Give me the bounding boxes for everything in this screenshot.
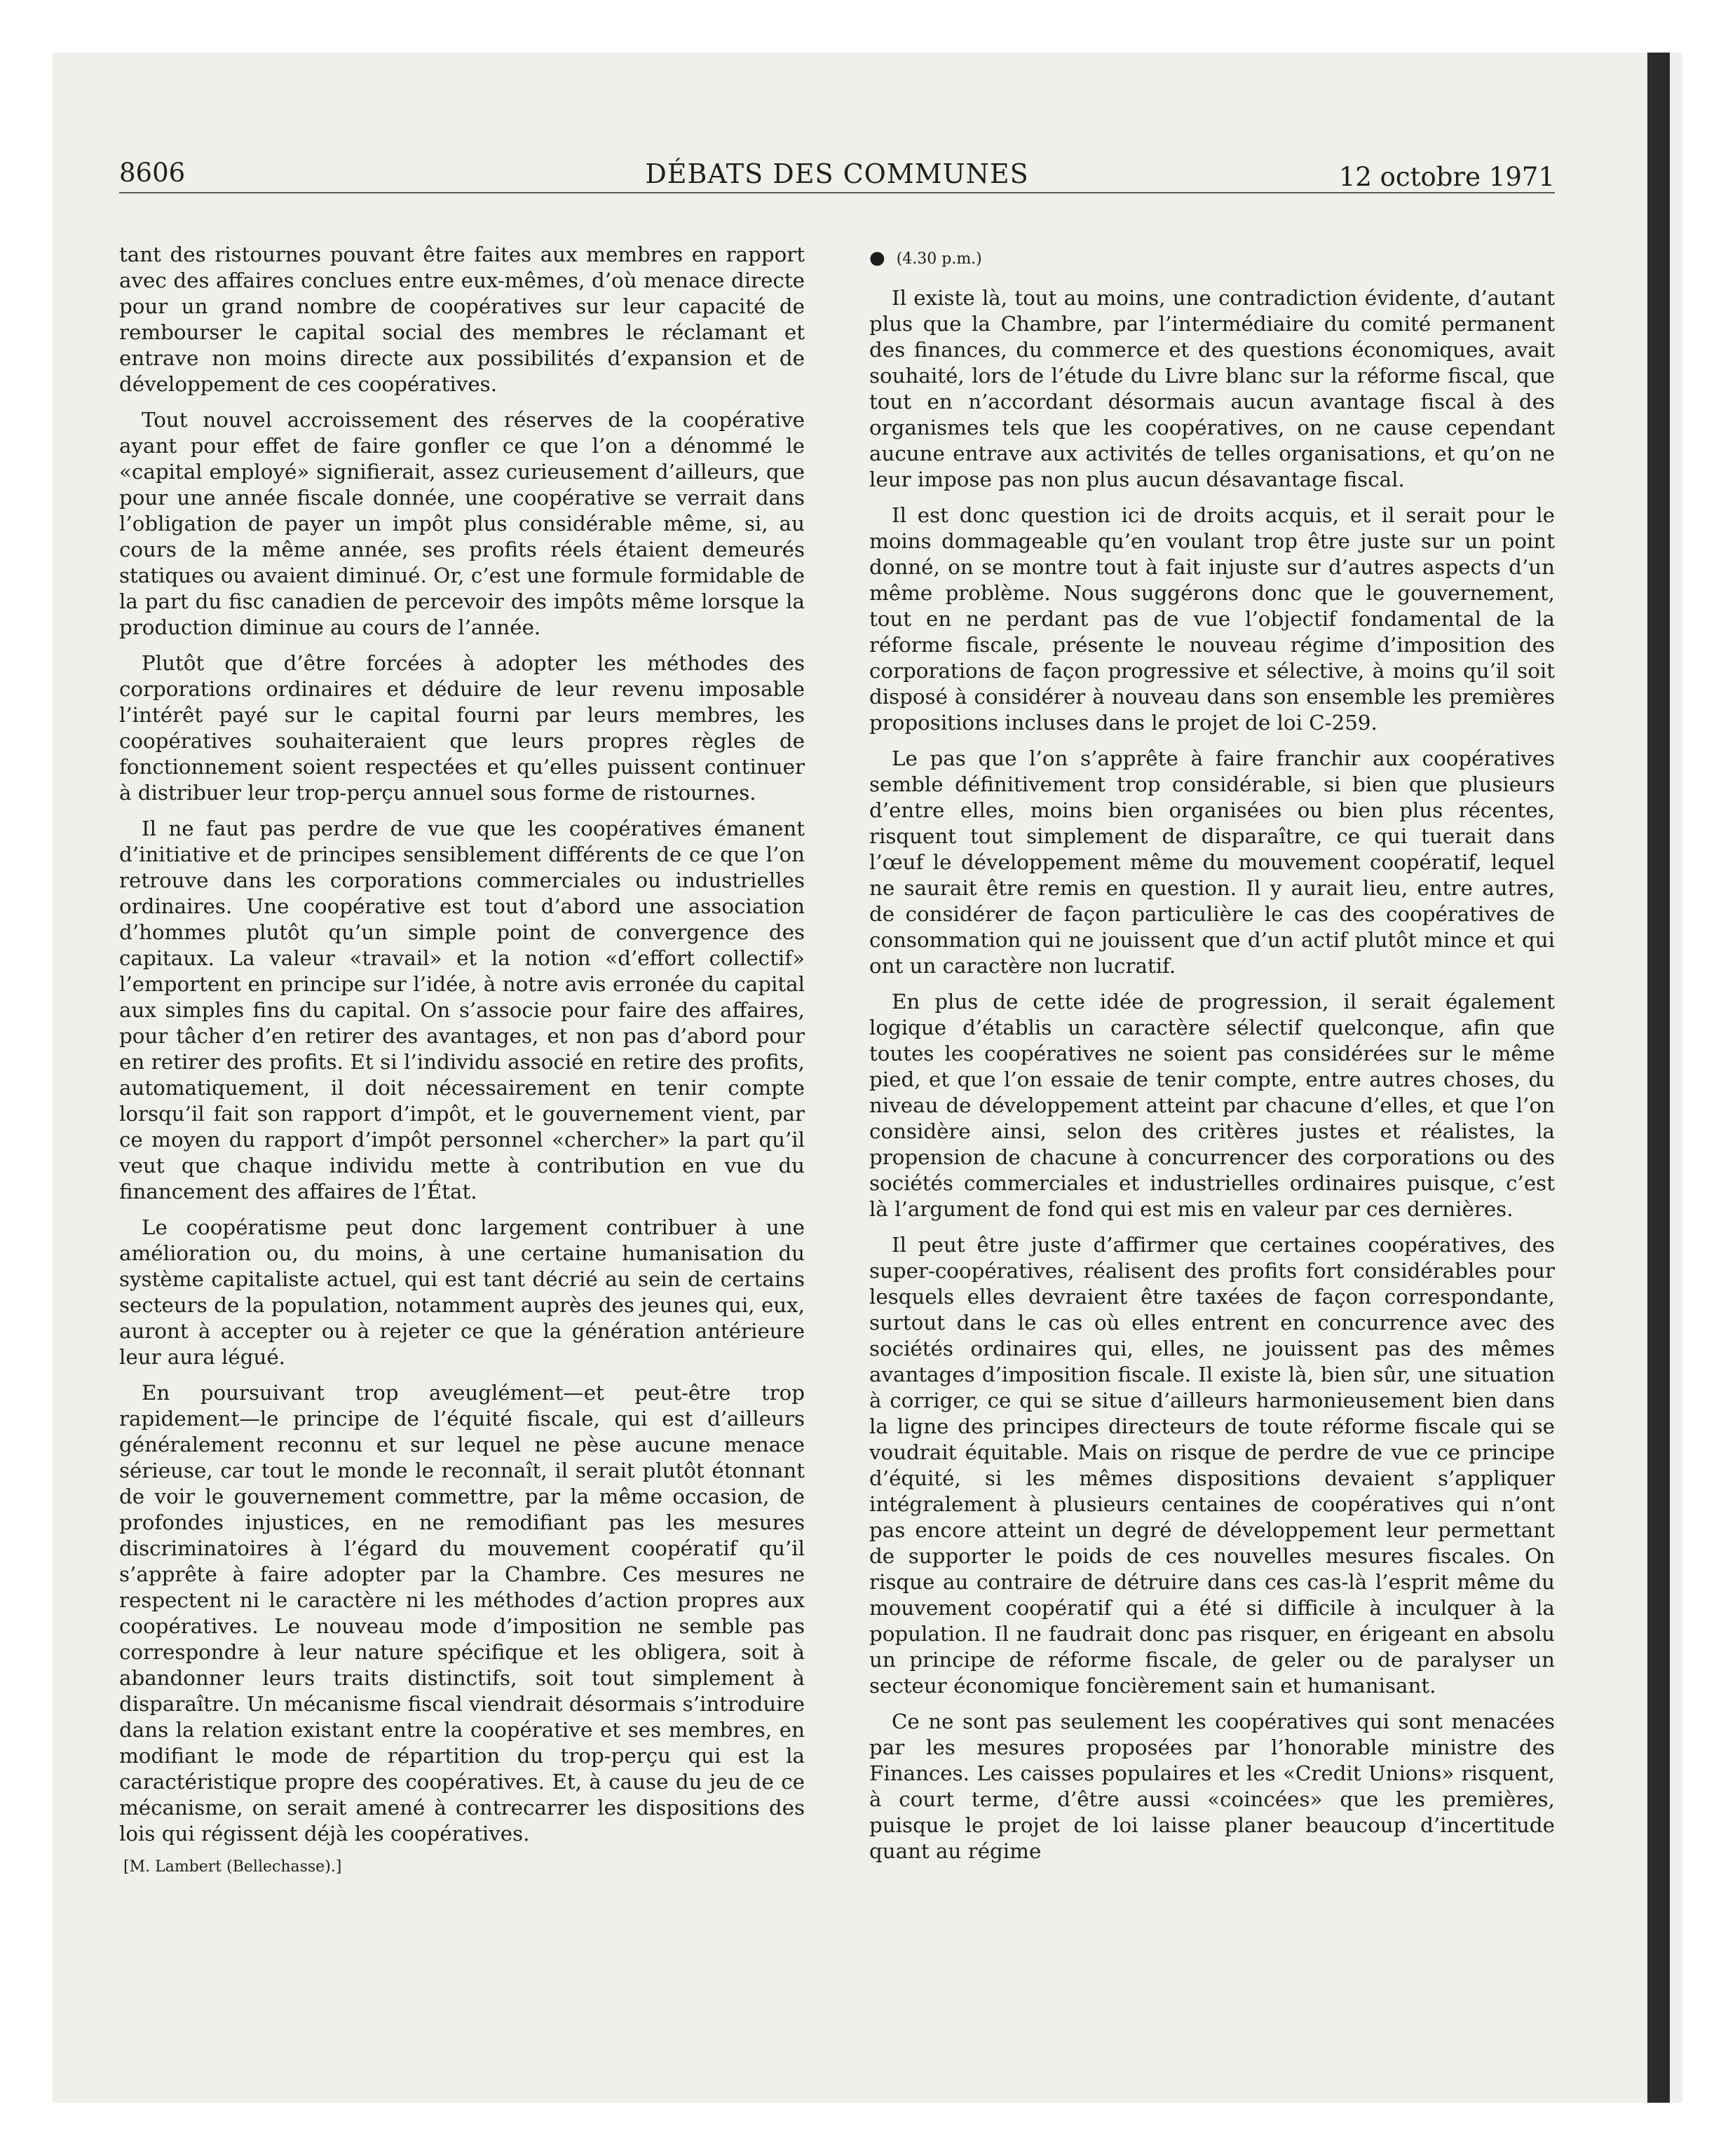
bullet-icon: ● — [869, 247, 885, 268]
paragraph: En plus de cette idée de progression, il serait également logique d’établis un caractère sélectif quelconque, afin que toutes les coopératives ne soient pas considérées sur le même pied, et que l’on essaie de tenir compte, entre autres choses, du niveau de développement atteint par chacune d’elles, et que l’on considère ainsi, selon des critères justes et réalistes, la propension de chacune à concurrencer des corporations ou des sociétés commerciales et industrielles ordinaires puisque, c’est là l’argument de fond qui est mis en valeur par ces dernières. — [869, 990, 1555, 1221]
page-date: 12 octobre 1971 — [1338, 162, 1555, 192]
paragraph: Le pas que l’on s’apprête à faire franchir aux coopératives semble définitivement trop considérable, si bien que plusieurs d’entre elles, moins bien organisées ou bien plus récentes, risquent tout simplement de disparaître, ce qui tuerait dans l’œuf le développement même du mouvement coopératif, lequel ne saurait être remis en question. Il y aurait lieu, entre autres, de considérer de façon particulière le cas des coopératives de consommation qui ne jouissent que d’un actif plutôt mince et qui ont un caractère non lucratif. — [869, 746, 1555, 978]
paragraph: Le coopératisme peut donc largement contribuer à une amélioration ou, du moins, à une certaine humanisation du système capitaliste actuel, qui est tant décrié au sein de certains secteurs de la population, notamment auprès des jeunes qui, eux, auront à accepter ou à rejeter ce que la génération antérieure leur aura légué. — [119, 1215, 805, 1369]
paragraph: Il ne faut pas perdre de vue que les coopératives émanent d’initiative et de principes sensiblement différents de ce que l’on retrouve dans les corporations commerciales ou industrielles ordinaires. Une coopérative est tout d’abord une association d’hommes plutôt qu’un simple point de convergence des capitaux. La valeur «travail» et la notion «d’effort collectif» l’emportent en principe sur l’idée, à notre avis erronée du capital aux simples fins du capital. On s’associe pour faire des affaires, pour tâcher d’en retirer des avantages, et non pas d’abord pour en retirer des profits. Et si l’individu associé en retire des profits, automatiquement, il doit nécessairement en tenir compte lorsqu’il fait son rapport d’impôt, et le gouvernement vient, par ce moyen du rapport d’impôt personnel «chercher» la part qu’il veut que chaque individu mette à contribution en vue du financement des affaires de l’État. — [119, 817, 805, 1203]
paragraph: Il est donc question ici de droits acquis, et il serait pour le moins dommageable qu’en voulant trop être juste sur un point donné, on se montre tout à fait injuste sur d’autres aspects d’un même problème. Nous suggérons donc que le gouvernement, tout en ne perdant pas de vue l’objectif fondamental de la réforme fiscale, présente le nouveau régime d’imposition des corporations de façon progressive et sélective, à moins qu’il soit disposé à considérer à nouveau dans son ensemble les premières propositions incluses dans le projet de loi C-259. — [869, 503, 1555, 735]
paragraph: Il peut être juste d’affirmer que certaines coopératives, des super-coopératives, réalisent des profits fort considérables pour lesquels elles devraient être taxées de façon correspondante, surtout dans le cas où elles entrent en concurrence avec des sociétés ordinaires qui, elles, ne jouissent pas des mêmes avantages d’imposition fiscale. Il existe là, bien sûr, une situation à corriger, ce qui se situe d’ailleurs harmonieusement bien dans la ligne des principes directeurs de toute réforme fiscale qui se voudrait équitable. Mais on risque de perdre de vue ce principe d’équité, si les mêmes dispositions devaient s’appliquer intégralement à plusieurs centaines de coopératives qui n’ont pas encore atteint un degré de développement leur permettant de supporter le poids de ces nouvelles mesures fiscales. On risque au contraire de détruire dans ces cas-là l’esprit même du mouvement coopératif qui a été si difficile à inculquer à la population. Il ne faudrait donc pas risquer, en érigeant en absolu un principe de réforme fiscale, de geler ou de paralyser un secteur économique foncièrement sain et humanisant. — [869, 1233, 1555, 1698]
speaker-attribution: [M. Lambert (Bellechasse).] — [123, 1858, 342, 1876]
running-title: DÉBATS DES COMMUNES — [645, 158, 1029, 189]
paragraph: Il existe là, tout au moins, une contradiction évidente, d’autant plus que la Chambre, par l’intermédiaire du comité permanent des finances, du commerce et des questions économiques, avait souhaité, lors de l’étude du Livre blanc sur la réforme fiscal, que tout en n’accordant désormais aucun avantage fiscal à des organismes tels que les coopératives, on ne cause cependant aucune entrave aux activités de telles organisations, et qu’on ne leur impose pas non plus aucun désavantage fiscal. — [869, 286, 1555, 491]
time-marker — [869, 247, 1555, 270]
page-number: 8606 — [119, 158, 186, 188]
left-column — [119, 242, 805, 1878]
scan-edge-shadow — [1647, 53, 1670, 2103]
right-column — [869, 242, 1555, 1874]
page-header — [119, 154, 1555, 193]
paragraph: En poursuivant trop aveuglément—et peut-être trop rapidement—le principe de l’équité fiscale, qui est d’ailleurs généralement reconnu et sur lequel ne pèse aucune menace sérieuse, car tout le monde le reconnaît, il serait plutôt étonnant de voir le gouvernement commettre, par la même occasion, de profondes injustices, en ne remodifiant pas les mesures discriminatoires à l’égard du mouvement coopératif qu’il s’apprête à faire adopter par la Chambre. Ces mesures ne respectent ni le caractère ni les méthodes d’action propres aux coopératives. Le nouveau mode d’imposition ne semble pas correspondre à leur nature spécifique et les obligera, soit à abandonner leurs traits distinctifs, soit tout simplement à disparaître. Un mécanisme fiscal viendrait désormais s’introduire dans la relation existant entre la coopérative et ses membres, en modifiant le mode de répartition du trop-perçu qui est la caractéristique propre des coopératives. Et, à cause du jeu de ce mécanisme, on serait amené à contrecarrer les dispositions des lois qui régissent déjà les coopératives. — [119, 1381, 805, 1845]
paragraph: Ce ne sont pas seulement les coopératives qui sont menacées par les mesures proposées par l’honorable ministre des Finances. Les caisses populaires et les «Credit Unions» risquent, à court terme, d’être aussi «coincées» que les premières, puisque le projet de loi laisse planer beaucoup d’incertitude quant au régime — [869, 1710, 1555, 1863]
paragraph: tant des ristournes pouvant être faites aux membres en rapport avec des affaires conclues entre eux-mêmes, d’où menace directe pour un grand nombre de coopératives sur leur capacité de rembourser le capital social des membres le réclamant et entrave non moins directe aux possibilités d’expansion et de développement de ces coopératives. — [119, 243, 805, 396]
paragraph: Tout nouvel accroissement des réserves de la coopérative ayant pour effet de faire gonfler ce que l’on a dénommé le «capital employé» signifierait, assez curieusement d’ailleurs, que pour une année fiscale donnée, une coopérative se verrait dans l’obligation de payer un impôt plus considérable même, si, au cours de la même année, ses profits réels étaient demeurés statiques ou avaient diminué. Or, c’est une formule formidable de la part du fisc canadien de percevoir des impôts même lorsque la production diminue au cours de l’année. — [119, 408, 805, 639]
time-marker-text: (4.30 p.m.) — [896, 250, 982, 268]
paragraph: Plutôt que d’être forcées à adopter les méthodes des corporations ordinaires et déduire de leur revenu imposable l’intérêt payé sur le capital fourni par leurs membres, les coopératives souhaiteraient que leurs propres règles de fonctionnement soient respectées et qu’elles puissent continuer à distribuer leur trop-perçu annuel sous forme de ristournes. — [119, 651, 805, 805]
